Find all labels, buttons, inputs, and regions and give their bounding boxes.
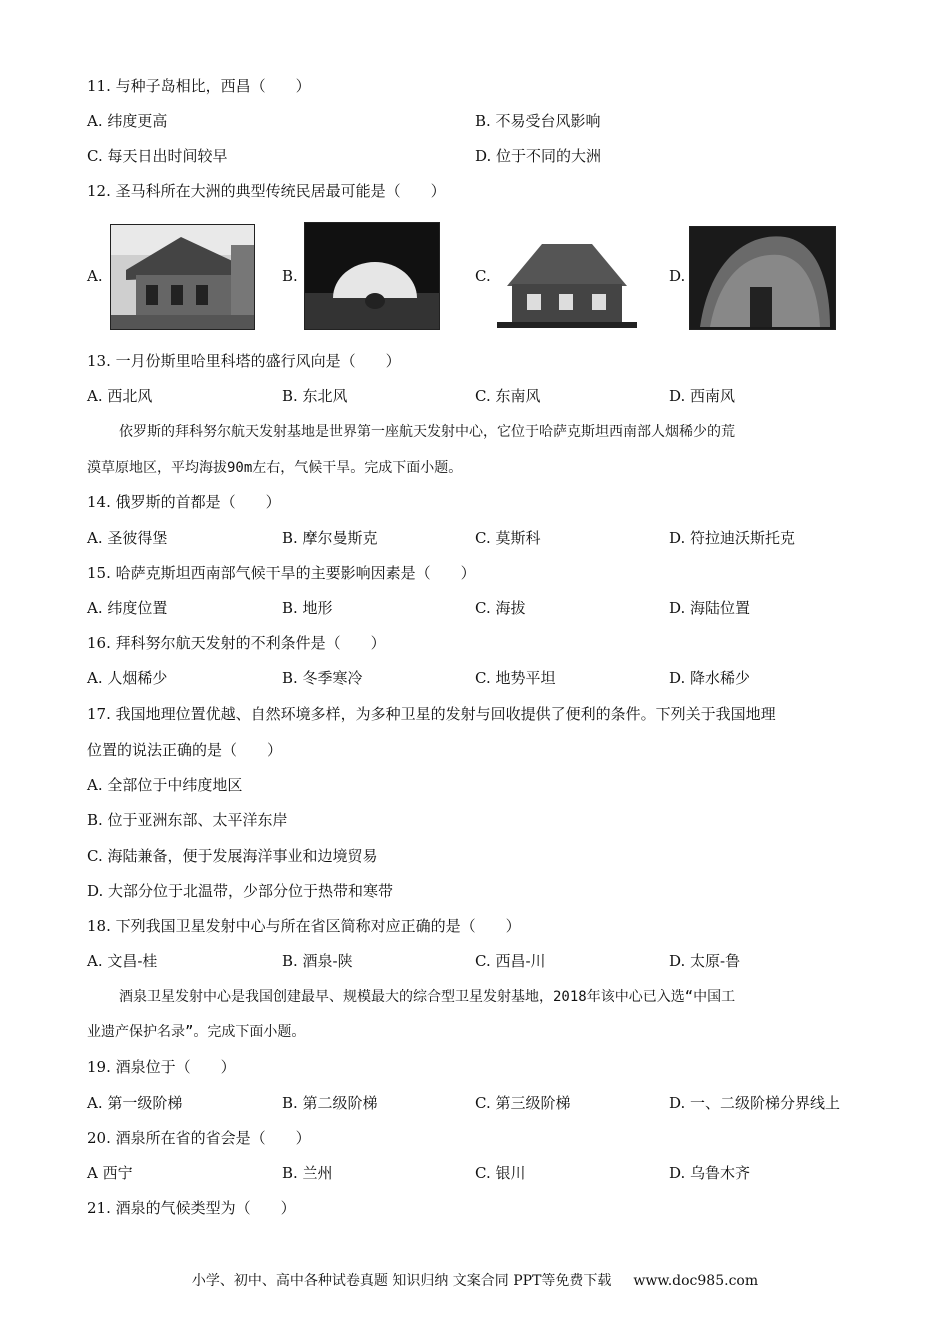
q16-option-a: A. 人烟稀少 bbox=[87, 669, 168, 687]
q20-option-d: D. 乌鲁木齐 bbox=[669, 1164, 751, 1182]
q13-option-d: D. 西南风 bbox=[669, 387, 736, 405]
passage-1-line-1: 依罗斯的拜科努尔航天发射基地是世界第一座航天发射中心，它位于哈萨克斯坦西南部人烟稀少的荒 bbox=[119, 424, 735, 440]
q12-label-a: A. bbox=[87, 267, 103, 285]
q13-option-b: B. 东北风 bbox=[282, 387, 348, 405]
q19-option-a: A. 第一级阶梯 bbox=[87, 1094, 183, 1112]
page-footer bbox=[0, 1270, 950, 1290]
q11-option-c: C. 每天日出时间较早 bbox=[87, 147, 228, 165]
footer-text: 小学、初中、高中各种试卷真题 知识归纳 文案合同 PPT等免费下载 bbox=[191, 1273, 612, 1289]
q19-stem: 19. 酒泉位于（ ） bbox=[87, 1058, 236, 1076]
q13-option-c: C. 东南风 bbox=[475, 387, 541, 405]
q17-stem-line-1: 17. 我国地理位置优越、自然环境多样，为多种卫星的发射与回收提供了便利的条件。下列关于我国地理 bbox=[87, 705, 776, 723]
q13-stem: 13. 一月份斯里哈里科塔的盛行风向是（ ） bbox=[87, 352, 401, 370]
q20-option-b: B. 兰州 bbox=[282, 1164, 333, 1182]
q15-option-a: A. 纬度位置 bbox=[87, 599, 168, 617]
footer-site-link[interactable]: www.doc985.com bbox=[633, 1273, 759, 1289]
q12-label-c: C. bbox=[475, 267, 491, 285]
q15-option-d: D. 海陆位置 bbox=[669, 599, 751, 617]
passage-1-line-2: 漠草原地区，平均海拔90m左右，气候干旱。完成下面小题。 bbox=[87, 460, 463, 476]
q16-option-b: B. 冬季寒冷 bbox=[282, 669, 363, 687]
q18-stem: 18. 下列我国卫星发射中心与所在省区简称对应正确的是（ ） bbox=[87, 917, 521, 935]
q16-option-d: D. 降水稀少 bbox=[669, 669, 751, 687]
q17-option-d: D. 大部分位于北温带，少部分位于热带和寒带 bbox=[87, 882, 394, 900]
q11-stem: 11. 与种子岛相比，西昌（ ） bbox=[87, 77, 311, 95]
passage-2-line-2: 业遗产保护名录”。完成下面小题。 bbox=[87, 1024, 306, 1040]
q16-stem: 16. 拜科努尔航天发射的不利条件是（ ） bbox=[87, 634, 386, 652]
q15-stem: 15. 哈萨克斯坦西南部气候干旱的主要影响因素是（ ） bbox=[87, 564, 476, 582]
q15-option-c: C. 海拔 bbox=[475, 599, 526, 617]
hut-photo-d bbox=[689, 226, 836, 330]
q12-label-d: D. bbox=[669, 267, 686, 285]
q21-stem: 21. 酒泉的气候类型为（ ） bbox=[87, 1199, 296, 1217]
q18-option-a: A. 文昌-桂 bbox=[87, 952, 158, 970]
q19-option-d: D. 一、二级阶梯分界线上 bbox=[669, 1094, 841, 1112]
q14-option-d: D. 符拉迪沃斯托克 bbox=[669, 529, 796, 547]
q20-option-a: A 西宁 bbox=[87, 1164, 133, 1182]
q13-option-a: A. 西北风 bbox=[87, 387, 153, 405]
q11-option-b: B. 不易受台风影响 bbox=[475, 112, 601, 130]
q11-option-d: D. 位于不同的大洲 bbox=[475, 147, 602, 165]
q18-option-c: C. 西昌-川 bbox=[475, 952, 546, 970]
q19-option-c: C. 第三级阶梯 bbox=[475, 1094, 571, 1112]
q17-option-a: A. 全部位于中纬度地区 bbox=[87, 776, 243, 794]
q17-stem-line-2: 位置的说法正确的是（ ） bbox=[87, 741, 283, 759]
q20-option-c: C. 银川 bbox=[475, 1164, 526, 1182]
q14-stem: 14. 俄罗斯的首都是（ ） bbox=[87, 493, 281, 511]
q19-option-b: B. 第二级阶梯 bbox=[282, 1094, 378, 1112]
house-photo-a bbox=[110, 224, 255, 330]
igloo-photo-b bbox=[304, 222, 440, 330]
q16-option-c: C. 地势平坦 bbox=[475, 669, 556, 687]
q18-option-d: D. 太原-鲁 bbox=[669, 952, 741, 970]
q15-option-b: B. 地形 bbox=[282, 599, 333, 617]
q12-stem: 12. 圣马科所在大洲的典型传统民居最可能是（ ） bbox=[87, 182, 446, 200]
q14-option-b: B. 摩尔曼斯克 bbox=[282, 529, 378, 547]
house-photo-c bbox=[497, 236, 637, 328]
q14-option-c: C. 莫斯科 bbox=[475, 529, 541, 547]
passage-2-line-1: 酒泉卫星发射中心是我国创建最早、规模最大的综合型卫星发射基地，2018年该中心已入选“中国工 bbox=[119, 989, 736, 1005]
q20-stem: 20. 酒泉所在省的省会是（ ） bbox=[87, 1129, 311, 1147]
q14-option-a: A. 圣彼得堡 bbox=[87, 529, 168, 547]
q18-option-b: B. 酒泉-陕 bbox=[282, 952, 353, 970]
q11-option-a: A. 纬度更高 bbox=[87, 112, 168, 130]
q12-label-b: B. bbox=[282, 267, 298, 285]
q17-option-c: C. 海陆兼备，便于发展海洋事业和边境贸易 bbox=[87, 847, 378, 865]
q17-option-b: B. 位于亚洲东部、太平洋东岸 bbox=[87, 811, 288, 829]
